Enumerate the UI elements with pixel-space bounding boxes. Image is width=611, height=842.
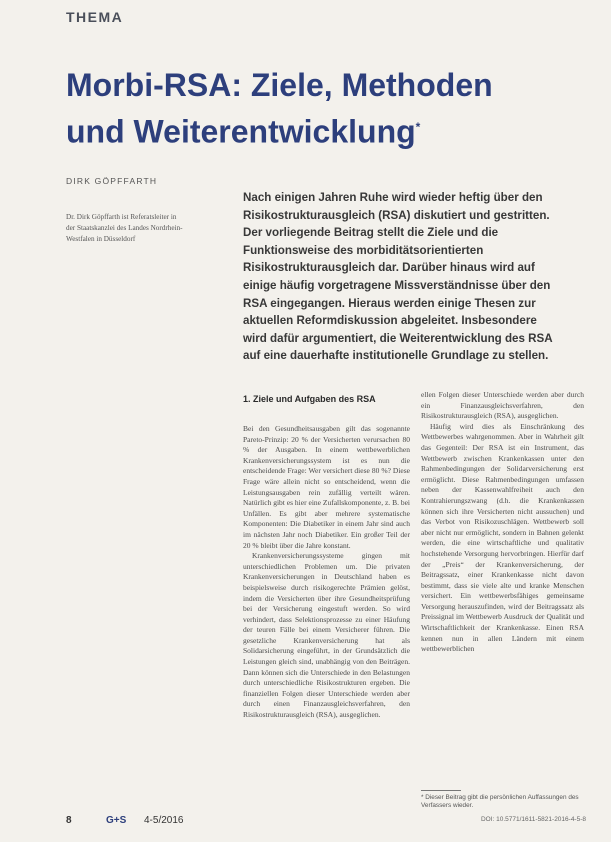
author-bio: Dr. Dirk Göpffarth ist Referatsleiter in der Staatskanzlei des Landes Nordrhein-Westfalen in Düsseldorf <box>66 213 183 243</box>
abstract: Nach einigen Jahren Ruhe wird wieder heftig über den Risikostrukturausgleich (RSA) diskutiert und gestritten. Der vorliegende Beitrag stellt die Ziele und die Funktionsweise des morbiditätsorientierten Risikostrukturausgleich dar. Darüber hinaus wird auf einige häufig vorgetragene Missverständnisse über den RSA eingegangen. Hieraus werden einige Thesen zur aktuellen Reformdiskussion abgeleitet. Insbesondere wird dafür argumentiert, die Weiterentwicklung des RSA auf eine dauerhafte institutionelle Grundlage zu stellen. <box>243 191 553 363</box>
footnote: * Dieser Beitrag gibt die persönlichen Auffassungen des Verfassers wieder. <box>421 794 579 810</box>
body-column-2 <box>421 390 584 655</box>
issue-number: 4-5/2016 <box>144 815 184 826</box>
journal-name: G+S <box>106 815 127 826</box>
section-label: THEMA <box>66 9 124 25</box>
title-footnote-mark: * <box>415 120 421 134</box>
doi: DOI: 10.5771/1611-5821-2016-4-5-8 <box>480 816 586 823</box>
footnote-divider <box>421 790 461 791</box>
section-heading: 1. Ziele und Aufgaben des RSA <box>243 394 376 404</box>
body-column-1 <box>243 424 410 721</box>
article-title <box>66 64 546 153</box>
body-paragraph: Häufig wird dies als Einschränkung des Wettbewerbes wahrgenommen. Aber in Wahrheit gilt das Gegenteil: Der RSA ist ein Instrument, das Wettbewerb zwischen Krankenkassen unter den Rahmenbedingungen der Solidarversicherung erst ermöglicht. Diese Rahmenbedingungen umfassen neben der Kassenwahlfreiheit auch den Kontrahierungszwang (d.h. die Krankenkassen können sich ihre Versicherten nicht aussuchen) und das Verbot von Risikozuschlägen. Wettbewerb soll aber nicht nur ermöglicht, sondern in Bahnen gelenkt werden, die eine wirtschaftliche und qualitativ hochstehende Versorgung hervorbringen. Hierfür darf der „Preis“ der Krankenversicherung, der Beitragssatz, einer Krankenkasse nicht davon bestimmt, dass sie viele alte und kranke Menschen versichert. Ein wettbewerbsfähiges gemeinsame Versorgung herauszufinden, wird der Beitragssatz als Preissignal im Wettbewerb Ausdruck der Qualität und Wirtschaftlichkeit der Krankenkasse. Einen RSA kennen nun in allen Ländern mit einem wettbewerblichen <box>421 421 584 654</box>
body-paragraph: Krankenversicherungssysteme gingen mit unterschiedlichen Problemen um. Die privaten Krankenversicherungen in Deutschland haben es beispielsweise durch risikogerechte Prämien gelöst, indem die Versicherten über ihre Gesundheitsprüfung bei der Versicherung eingestuft werden. So wird verhindert, dass Selektionsprozesse zu einer Häufung der teuren Fälle bei einem Versicherer führen. Die gesetzliche Krankenversicherung hat als Solidarsicherung eingeführt, in der Grundsätzlich die Leistungen gleich sind, unabhängig von den Beiträgen. Dann können sich die Unterschiede in den Belastungen durch unterschiedliche Risikostrukturen ergeben. Die finanziellen Folgen dieser Unterschiede werden aber durch einen Finanzausgleichsverfahren, den Risikostrukturausgleich (RSA), ausgeglichen. <box>243 551 410 720</box>
body-paragraph: ellen Folgen dieser Unterschiede werden aber durch ein Finanzausgleichsverfahren, den Risikostrukturausgleich (RSA), ausgeglichen. <box>421 390 584 421</box>
article-title-text: Morbi-RSA: Ziele, Methoden und Weiterentwicklung <box>66 67 493 150</box>
page-number: 8 <box>66 815 72 826</box>
author-name: DIRK GÖPFFARTH <box>66 176 158 186</box>
body-paragraph: Bei den Gesundheitsausgaben gilt das sogenannte Pareto-Prinzip: 20 % der Versicherten verursachen 80 % der Ausgaben. In einem wettbewerblichen Krankenversicherungssystem ist es nun die entscheidende Frage: Wer versichert diese 80 %? Diese Frage wäre allein nicht so entscheidend, wenn die Leistungsausgaben rein zufällig verteilt wären. Natürlich gibt es hier eine Zufallskomponente, z. B. bei Unfällen. Es gibt aber mehrere systematische Komponenten: Die Diabetiker in einem Jahr sind auch im nächsten Jahr noch Diabetiker. Ein großer Teil der 20 % bleibt über die Jahre konstant. <box>243 424 410 550</box>
